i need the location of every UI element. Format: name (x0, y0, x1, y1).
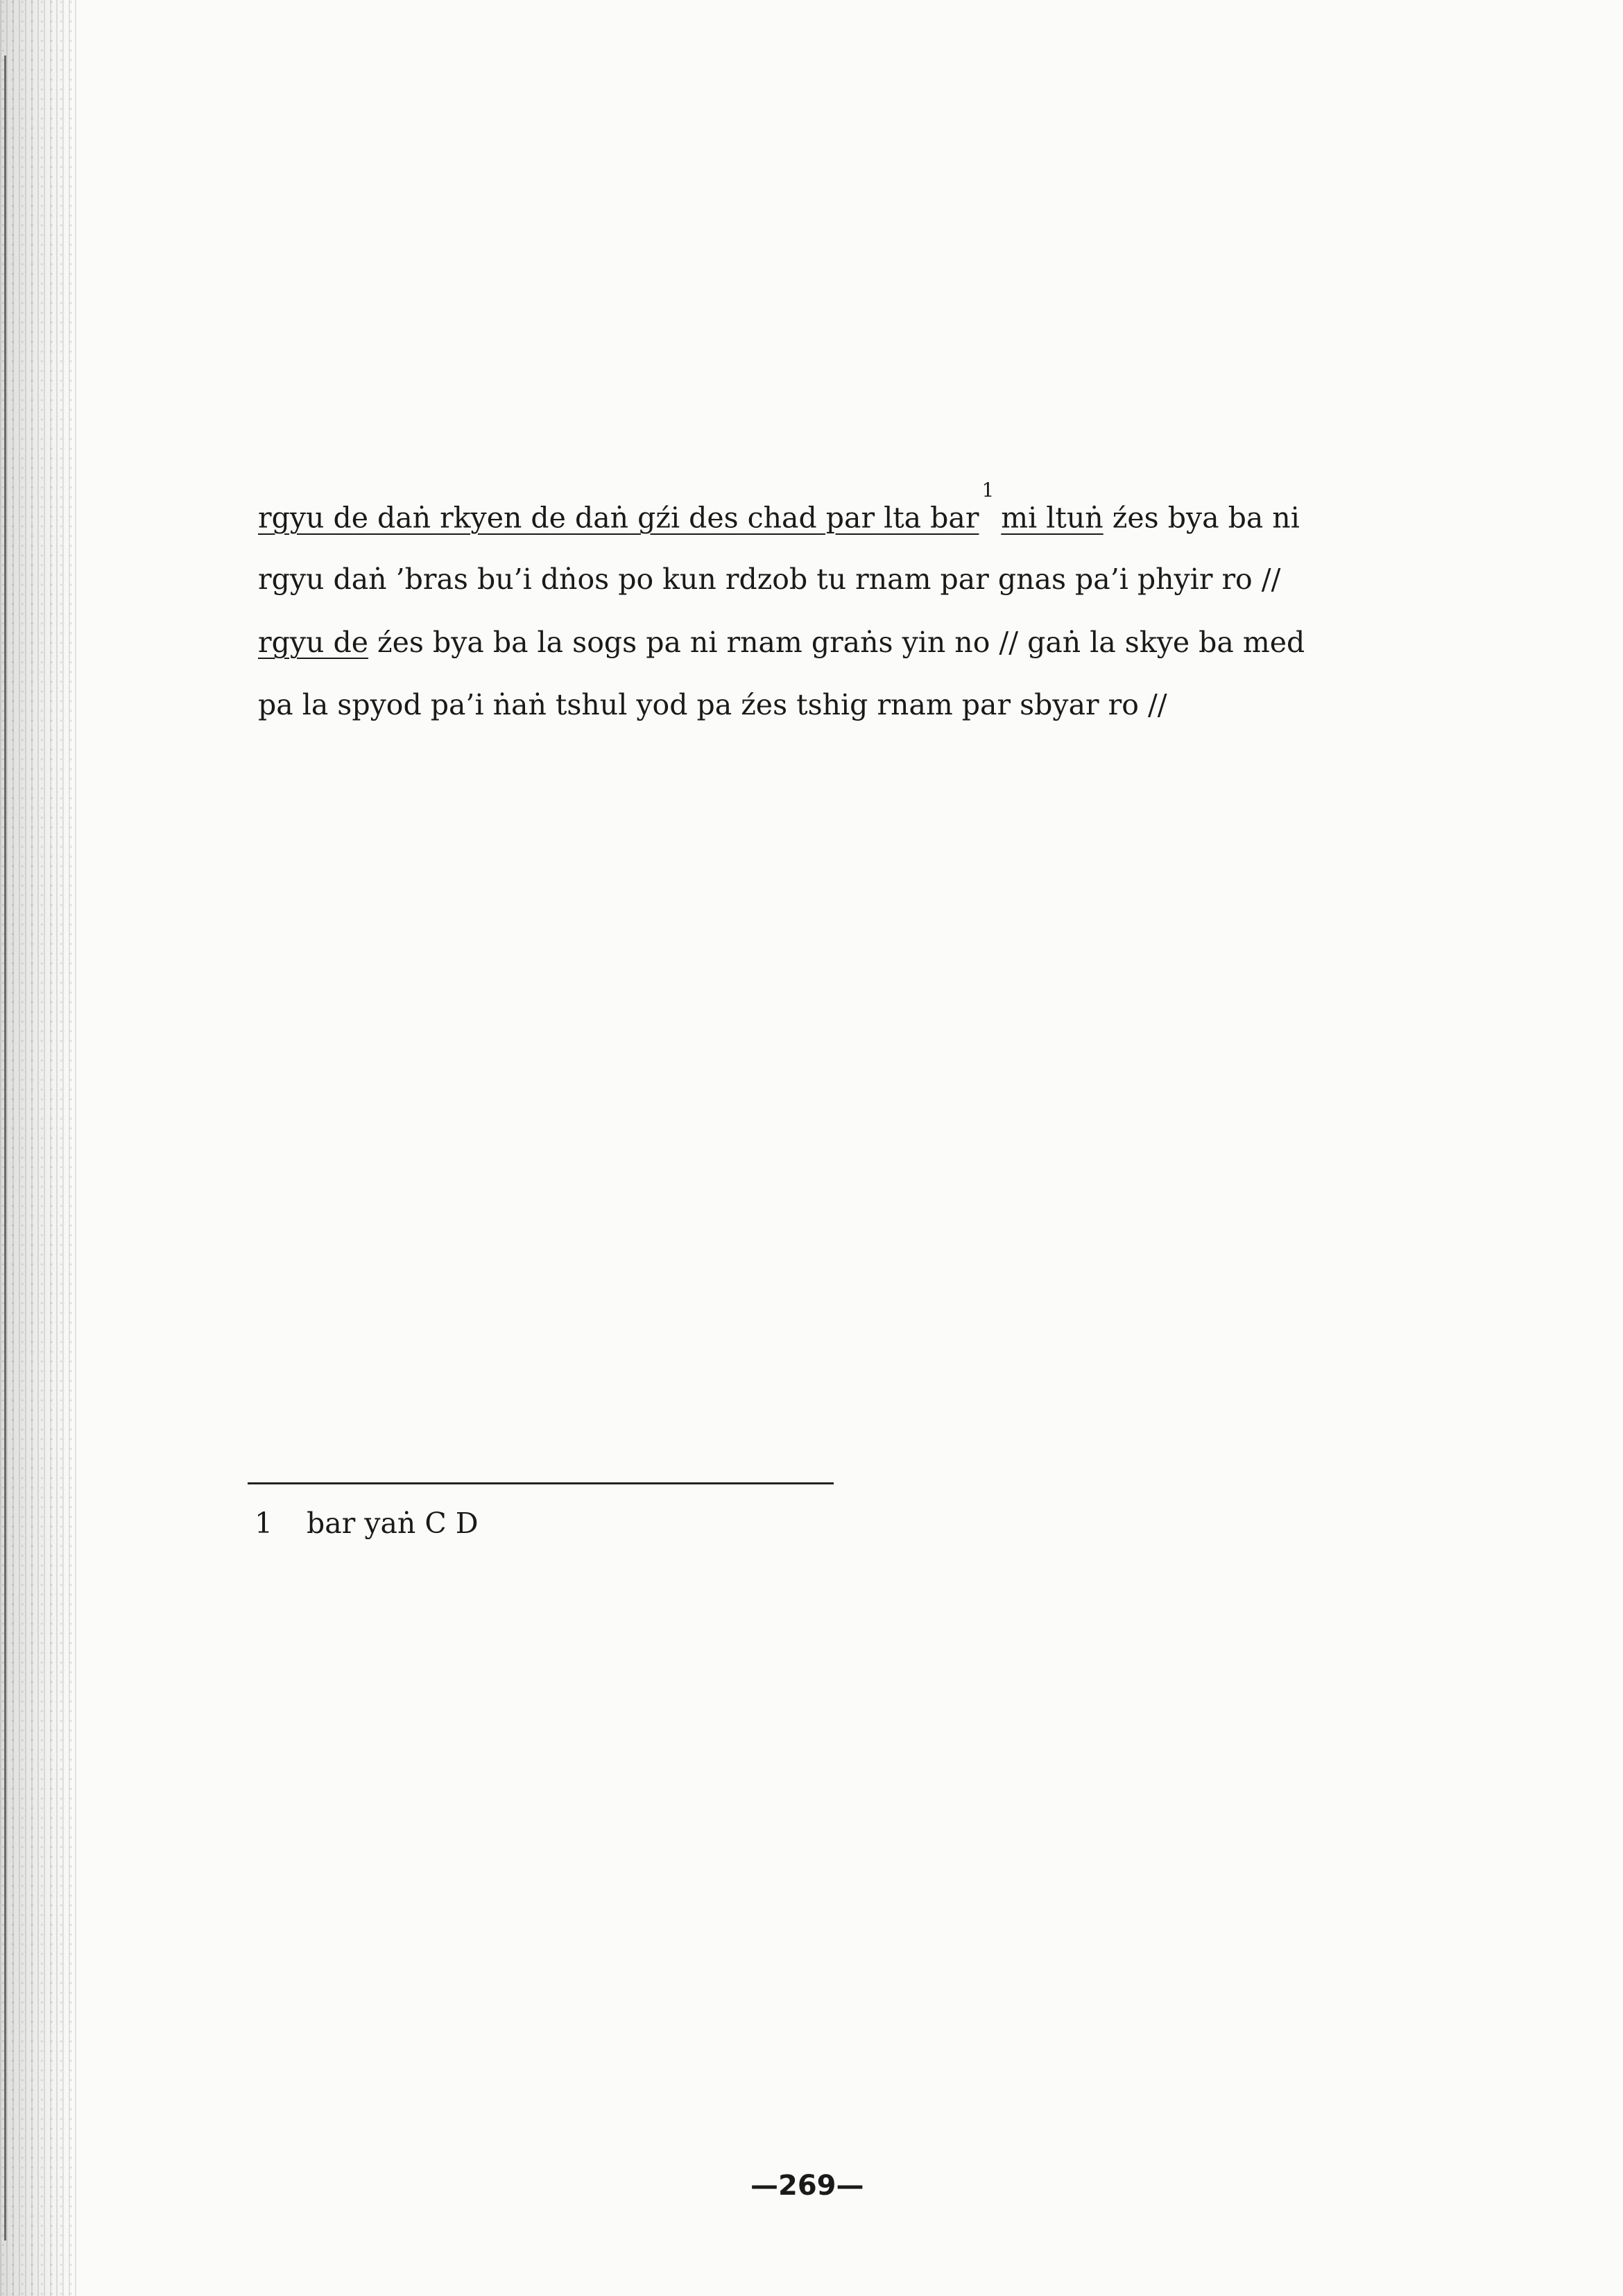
text-line-3 (258, 626, 1305, 659)
text-line-4: pa la spyod pa’i ṅaṅ tshul yod pa źes tshig rnam par sbyar ro // (258, 688, 1167, 721)
footnote (255, 1507, 479, 1540)
underlined-lemma-end: mi ltuṅ (1001, 501, 1104, 535)
footnote-text: bar yaṅ C D (307, 1507, 479, 1540)
text-segment: źes bya ba la sogs pa ni rnam graṅs yin no // gaṅ la skye ba med (377, 626, 1305, 659)
text-segment: źes bya ba ni (1112, 501, 1300, 535)
page-number: —269— (750, 2170, 864, 2202)
text-line-2: rgyu daṅ ’bras bu’i dṅos po kun rdzob tu rnam par gnas pa’i phyir ro // (258, 563, 1281, 596)
scanned-page-edge (0, 0, 76, 2296)
binding-edge-line (4, 55, 6, 2241)
footnote-number: 1 (255, 1507, 273, 1540)
footnote-rule (248, 1482, 834, 1484)
footnote-reference: 1 (981, 479, 995, 502)
underlined-lemma: rgyu de (258, 626, 368, 659)
underlined-lemma: rgyu de daṅ rkyen de daṅ gźi des chad par lta bar (258, 501, 979, 535)
text-line-1 (258, 479, 1300, 535)
